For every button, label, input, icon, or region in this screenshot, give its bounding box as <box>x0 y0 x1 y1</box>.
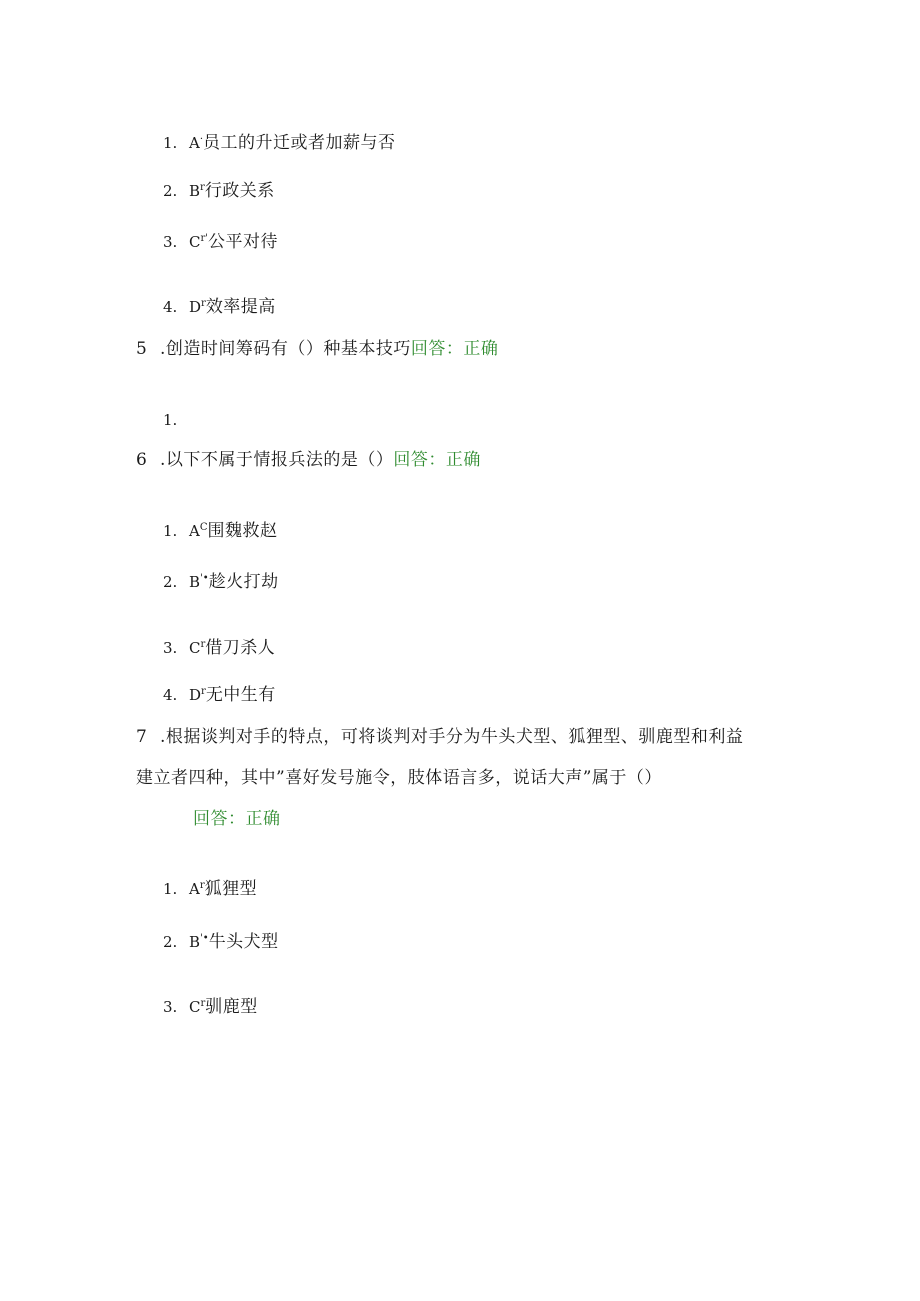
option-text: 借刀杀人 <box>205 638 276 658</box>
option-letter: B <box>189 933 201 951</box>
question-text-line1: .根据谈判对手的特点，可将谈判对手分为牛头犬型、狐狸型、驯鹿型和利益 <box>160 727 744 747</box>
question-5 <box>136 341 498 358</box>
option-letter: A <box>189 522 200 540</box>
list-item[interactable] <box>163 135 396 152</box>
list-item[interactable] <box>163 574 279 591</box>
option-letter: B <box>189 573 201 591</box>
option-number: 4. <box>163 686 178 704</box>
option-number: 1. <box>163 411 178 429</box>
question-number: 7 <box>136 727 147 747</box>
question-7-answer <box>193 811 281 828</box>
option-number: 2. <box>163 933 178 951</box>
question-7 <box>136 729 743 746</box>
option-letter: C <box>189 998 201 1016</box>
list-item[interactable] <box>163 299 276 316</box>
option-number: 3. <box>163 233 178 251</box>
list-item[interactable] <box>163 640 275 657</box>
list-item[interactable] <box>163 934 279 951</box>
option-number: 3. <box>163 998 178 1016</box>
option-letter: D <box>189 686 202 704</box>
option-marker: '• <box>200 573 209 584</box>
list-item[interactable] <box>163 999 258 1016</box>
option-letter: C <box>189 639 201 657</box>
option-marker: '• <box>200 933 209 944</box>
option-number: 2. <box>163 182 178 200</box>
question-number: 6 <box>136 450 147 470</box>
option-number: 3. <box>163 639 178 657</box>
question-6 <box>136 452 481 469</box>
option-number: 2. <box>163 573 178 591</box>
list-item[interactable] <box>163 412 189 429</box>
list-item[interactable] <box>163 687 276 704</box>
option-marker: r' <box>200 233 209 244</box>
option-marker: r <box>200 639 206 650</box>
option-number: 1. <box>163 134 178 152</box>
answer-status: 回答：正确 <box>393 450 481 470</box>
question-text: .创造时间筹码有（）种基本技巧 <box>160 339 411 359</box>
option-number: 1. <box>163 522 178 540</box>
list-item[interactable] <box>163 881 257 898</box>
option-text: 公平对待 <box>208 232 279 252</box>
option-letter: A <box>189 880 200 898</box>
question-text: .以下不属于情报兵法的是（） <box>160 450 394 470</box>
option-letter: B <box>189 182 201 200</box>
option-letter: A <box>189 134 200 152</box>
option-letter: C <box>189 233 201 251</box>
list-item[interactable] <box>163 234 278 251</box>
option-number: 4. <box>163 298 178 316</box>
option-number: 1. <box>163 880 178 898</box>
option-text: 围魏救赵 <box>207 521 278 541</box>
option-text: 狐狸型 <box>204 879 258 899</box>
answer-status: 回答：正确 <box>410 339 499 359</box>
option-text: 行政关系 <box>204 181 275 201</box>
option-marker: · <box>199 134 204 145</box>
question-number: 5 <box>136 339 147 359</box>
answer-status: 回答：正确 <box>193 809 281 829</box>
option-text: 驯鹿型 <box>205 997 258 1017</box>
option-text: 无中生有 <box>205 685 276 705</box>
question-text-line2: 建立者四种，其中”喜好发号施令，肢体语言多，说话大声”属于（） <box>136 768 662 788</box>
option-text: 效率提高 <box>205 297 276 317</box>
option-marker: r <box>199 880 205 891</box>
option-marker: r <box>200 182 205 193</box>
option-marker: C <box>199 522 208 533</box>
option-text: 趁火打劫 <box>208 572 279 592</box>
list-item[interactable] <box>163 183 275 200</box>
list-item[interactable] <box>163 523 278 540</box>
option-marker: r <box>200 998 206 1009</box>
option-letter: D <box>189 298 202 316</box>
option-text: 员工的升迁或者加薪与否 <box>203 133 396 153</box>
option-text: 牛头犬型 <box>208 932 279 952</box>
question-7-continued <box>136 770 662 787</box>
option-marker: r <box>201 298 206 309</box>
option-marker: r <box>201 686 206 697</box>
